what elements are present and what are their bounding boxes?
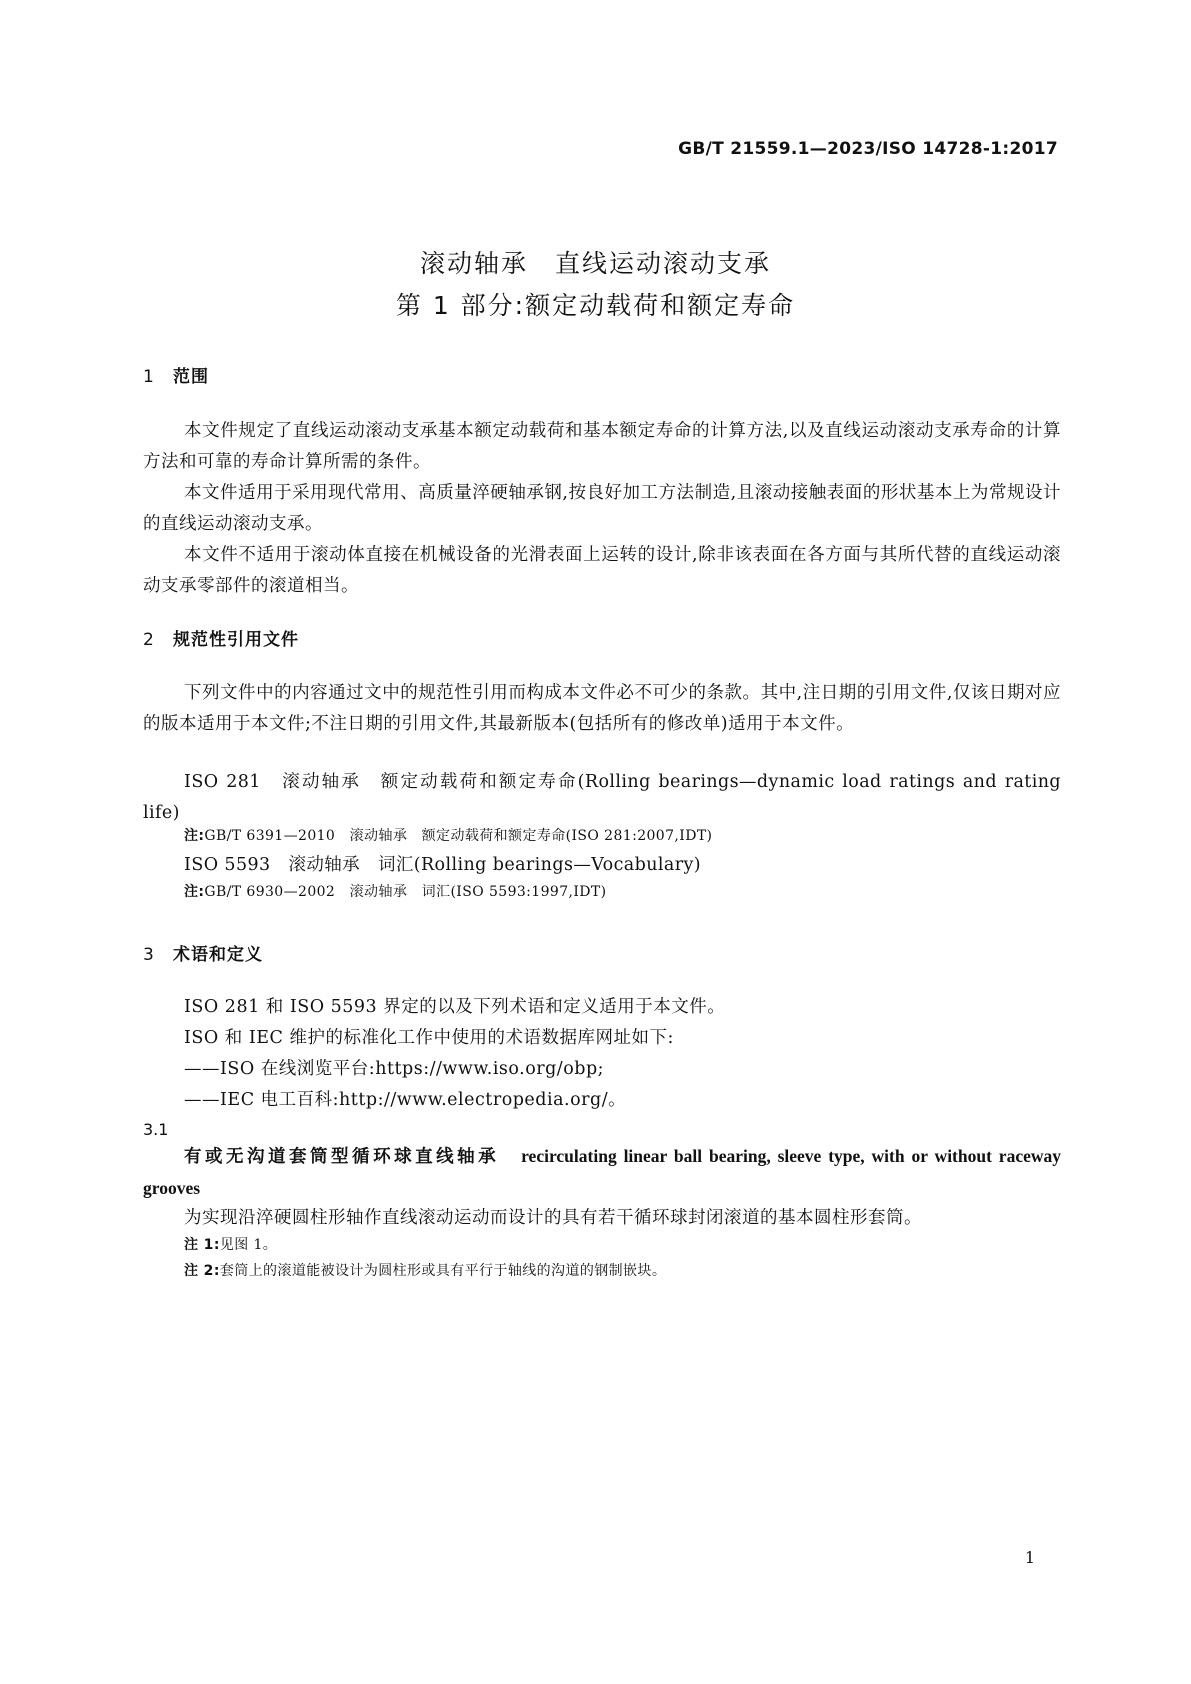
note-label: 注 2: [184, 1263, 220, 1279]
clause-number: 3.1 [143, 1120, 169, 1139]
section-title: 术语和定义 [173, 945, 263, 965]
note-text: GB/T 6391—2010 滚动轴承 额定动载荷和额定寿命(ISO 281:2007,IDT) [204, 828, 713, 844]
section-heading-scope [143, 362, 209, 387]
note-label: 注: [184, 884, 205, 900]
text-line: ISO 281 和 ISO 5593 界定的以及下列术语和定义适用于本文件。 [184, 997, 726, 1017]
term-chinese: 有或无沟道套筒型循环球直线轴承 [184, 1147, 500, 1167]
paragraph: 本文件不适用于滚动体直接在机械设备的光滑表面上运转的设计,除非该表面在各方面与其所代替的直线运动滚动支承零部件的滚道相当。 [143, 545, 1061, 596]
section-title: 规范性引用文件 [173, 630, 299, 650]
note-text: 见图 1。 [219, 1237, 278, 1253]
paragraph: 本文件适用于采用现代常用、高质量淬硬轴承钢,按良好加工方法制造,且滚动接触表面的形状基本上为常规设计的直线运动滚动支承。 [143, 483, 1061, 534]
standard-code: GB/T 21559.1—2023/ISO 14728-1:2017 [678, 139, 1058, 159]
section-title: 范围 [173, 367, 209, 387]
section-number: 1 [143, 367, 155, 387]
section-number: 3 [143, 945, 155, 965]
list-item-iso-obp: ——ISO 在线浏览平台:https://www.iso.org/obp; [184, 1059, 605, 1079]
reference-item: ISO 5593 滚动轴承 词汇(Rolling bearings—Vocabulary) [184, 855, 702, 875]
term-note [184, 1260, 666, 1282]
term-note [184, 1234, 277, 1256]
note-label: 注: [184, 828, 205, 844]
document-title-line1: 滚动轴承 直线运动滚动支承 [419, 249, 771, 278]
document-title-line2: 第 1 部分:额定动载荷和额定寿命 [395, 291, 796, 320]
reference-note [184, 825, 712, 847]
note-text: 套筒上的滚道能被设计为圆柱形或具有平行于轴线的沟道的钢制嵌块。 [219, 1263, 667, 1279]
term-english: recirculating linear ball bearing, sleeve type, with or without raceway grooves [143, 1146, 1062, 1198]
paragraph: 下列文件中的内容通过文中的规范性引用而构成本文件必不可少的条款。其中,注日期的引用文件,仅该日期对应的版本适用于本文件;不注日期的引用文件,其最新版本(包括所有的修改单)适用于本文件。 [143, 683, 1061, 734]
text-line: ISO 和 IEC 维护的标准化工作中使用的术语数据库网址如下: [184, 1028, 674, 1048]
reference-item: ISO 281 滚动轴承 额定动载荷和额定寿命(Rolling bearings—dynamic load ratings and rating life) [143, 772, 1061, 823]
list-item-electropedia: ——IEC 电工百科:http://www.electropedia.org/。 [184, 1090, 627, 1110]
page-number: 1 [1024, 1548, 1035, 1567]
section-heading-normative-references [143, 625, 299, 650]
note-text: GB/T 6930—2002 滚动轴承 词汇(ISO 5593:1997,IDT) [204, 884, 607, 900]
term-definition: 为实现沿淬硬圆柱形轴作直线滚动运动而设计的具有若干循环球封闭滚道的基本圆柱形套筒。 [184, 1208, 922, 1228]
reference-note [184, 881, 607, 903]
term-entry [143, 1141, 1061, 1205]
section-number: 2 [143, 630, 155, 650]
section-heading-terms-definitions [143, 940, 263, 965]
paragraph: 本文件规定了直线运动滚动支承基本额定动载荷和基本额定寿命的计算方法,以及直线运动滚动支承寿命的计算方法和可靠的寿命计算所需的条件。 [143, 421, 1061, 472]
note-label: 注 1: [184, 1237, 220, 1253]
